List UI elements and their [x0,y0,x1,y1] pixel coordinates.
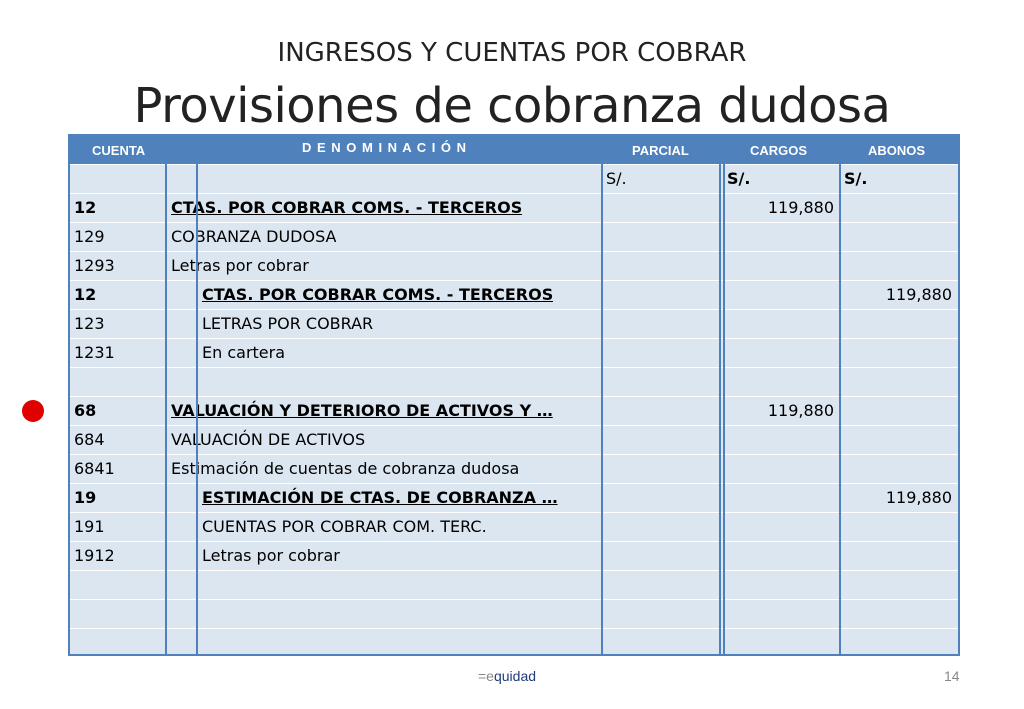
cell-cuenta: 129 [74,227,105,246]
header-cuenta: CUENTA [92,143,146,158]
cell-denominacion: VALUACIÓN Y DETERIORO DE ACTIVOS Y … [171,401,553,420]
cell-abonos [844,194,952,222]
header-abonos: ABONOS [868,143,926,158]
table-row [70,425,958,454]
table-row [70,628,958,657]
cell-denominacion: CTAS. POR COBRAR COMS. - TERCEROS [202,285,554,304]
cell-abonos [844,368,952,396]
cell-cargos [726,629,834,657]
cell-cuenta: 684 [74,430,105,449]
cell-cargos [726,542,834,570]
cell-cargos [726,281,834,309]
logo-prefix: =e [478,668,494,684]
cell-abonos: 119,880 [885,285,952,304]
cell-abonos [844,513,952,541]
column-divider [601,164,603,654]
table-row [70,338,958,367]
cell-cargos [726,368,834,396]
table-row [70,280,958,309]
cell-cuenta: 191 [74,517,105,536]
cell-cargos: 119,880 [767,198,834,217]
table-row [70,599,958,628]
cell-abonos [844,426,952,454]
cell-denominacion: CUENTAS POR COBRAR COM. TERC. [202,517,487,536]
cell-abonos [844,571,952,599]
currency-abonos: S/. [844,169,868,188]
journal-entry-table [68,134,960,656]
cell-cargos: 119,880 [767,401,834,420]
currency-parcial: S/. [606,169,627,188]
table-header [70,136,958,164]
cell-cargos [726,339,834,367]
cell-abonos: 119,880 [885,488,952,507]
cell-denominacion: CTAS. POR COBRAR COMS. - TERCEROS [171,198,523,217]
column-divider [719,164,721,654]
cell-denominacion: Letras por cobrar [202,546,340,565]
logo-text: quidad [493,668,537,684]
cell-cuenta: 68 [74,401,97,420]
table-row [70,512,958,541]
cell-cargos [726,223,834,251]
page-number: 14 [944,668,960,684]
cell-cuenta: 12 [74,198,97,217]
header-denominacion: D E N O M I N A C I Ó N [302,140,468,155]
currency-row [70,164,958,193]
cell-cargos [726,513,834,541]
header-cargos: CARGOS [750,143,808,158]
currency-cargos: S/. [727,169,751,188]
cell-abonos [844,339,952,367]
column-divider [165,164,167,654]
cell-denominacion: COBRANZA DUDOSA [171,227,337,246]
table-row [70,222,958,251]
table-row [70,367,958,396]
cell-abonos [844,310,952,338]
table-row [70,541,958,570]
cell-abonos [844,455,952,483]
header-parcial: PARCIAL [632,143,689,158]
cell-denominacion: Letras por cobrar [171,256,309,275]
cell-denominacion: Estimación de cuentas de cobranza dudosa [171,459,520,478]
cell-cuenta: 6841 [74,459,115,478]
slide-title: Provisiones de cobranza dudosa [133,78,891,134]
column-divider [839,164,841,654]
cell-cuenta: 1231 [74,343,115,362]
cell-denominacion: ESTIMACIÓN DE CTAS. DE COBRANZA … [202,488,558,507]
cell-abonos [844,629,952,657]
cell-cargos [726,571,834,599]
cell-cuenta: 12 [74,285,97,304]
cell-cargos [726,455,834,483]
column-divider [196,164,198,654]
cell-abonos [844,397,952,425]
cell-abonos [844,223,952,251]
table-row [70,396,958,425]
table-row [70,193,958,222]
cell-abonos [844,600,952,628]
cell-cuenta: 123 [74,314,105,333]
table-row [70,570,958,599]
table-row [70,309,958,338]
cell-cargos [726,426,834,454]
cell-cargos [726,252,834,280]
cell-cargos [726,484,834,512]
cell-cuenta: 1912 [74,546,115,565]
table-row [70,483,958,512]
footer-logo [478,668,536,684]
cell-cuenta: 1293 [74,256,115,275]
cell-cargos [726,310,834,338]
cell-cargos [726,600,834,628]
cell-denominacion: En cartera [202,343,286,362]
cell-cuenta: 19 [74,488,97,507]
table-row [70,251,958,280]
table-row [70,454,958,483]
bullet-marker [22,400,44,422]
cell-denominacion: LETRAS POR COBRAR [202,314,374,333]
cell-abonos [844,542,952,570]
cell-denominacion: VALUACIÓN DE ACTIVOS [171,430,366,449]
slide-subtitle: INGRESOS Y CUENTAS POR COBRAR [277,38,747,68]
column-divider [723,164,725,654]
cell-abonos [844,252,952,280]
